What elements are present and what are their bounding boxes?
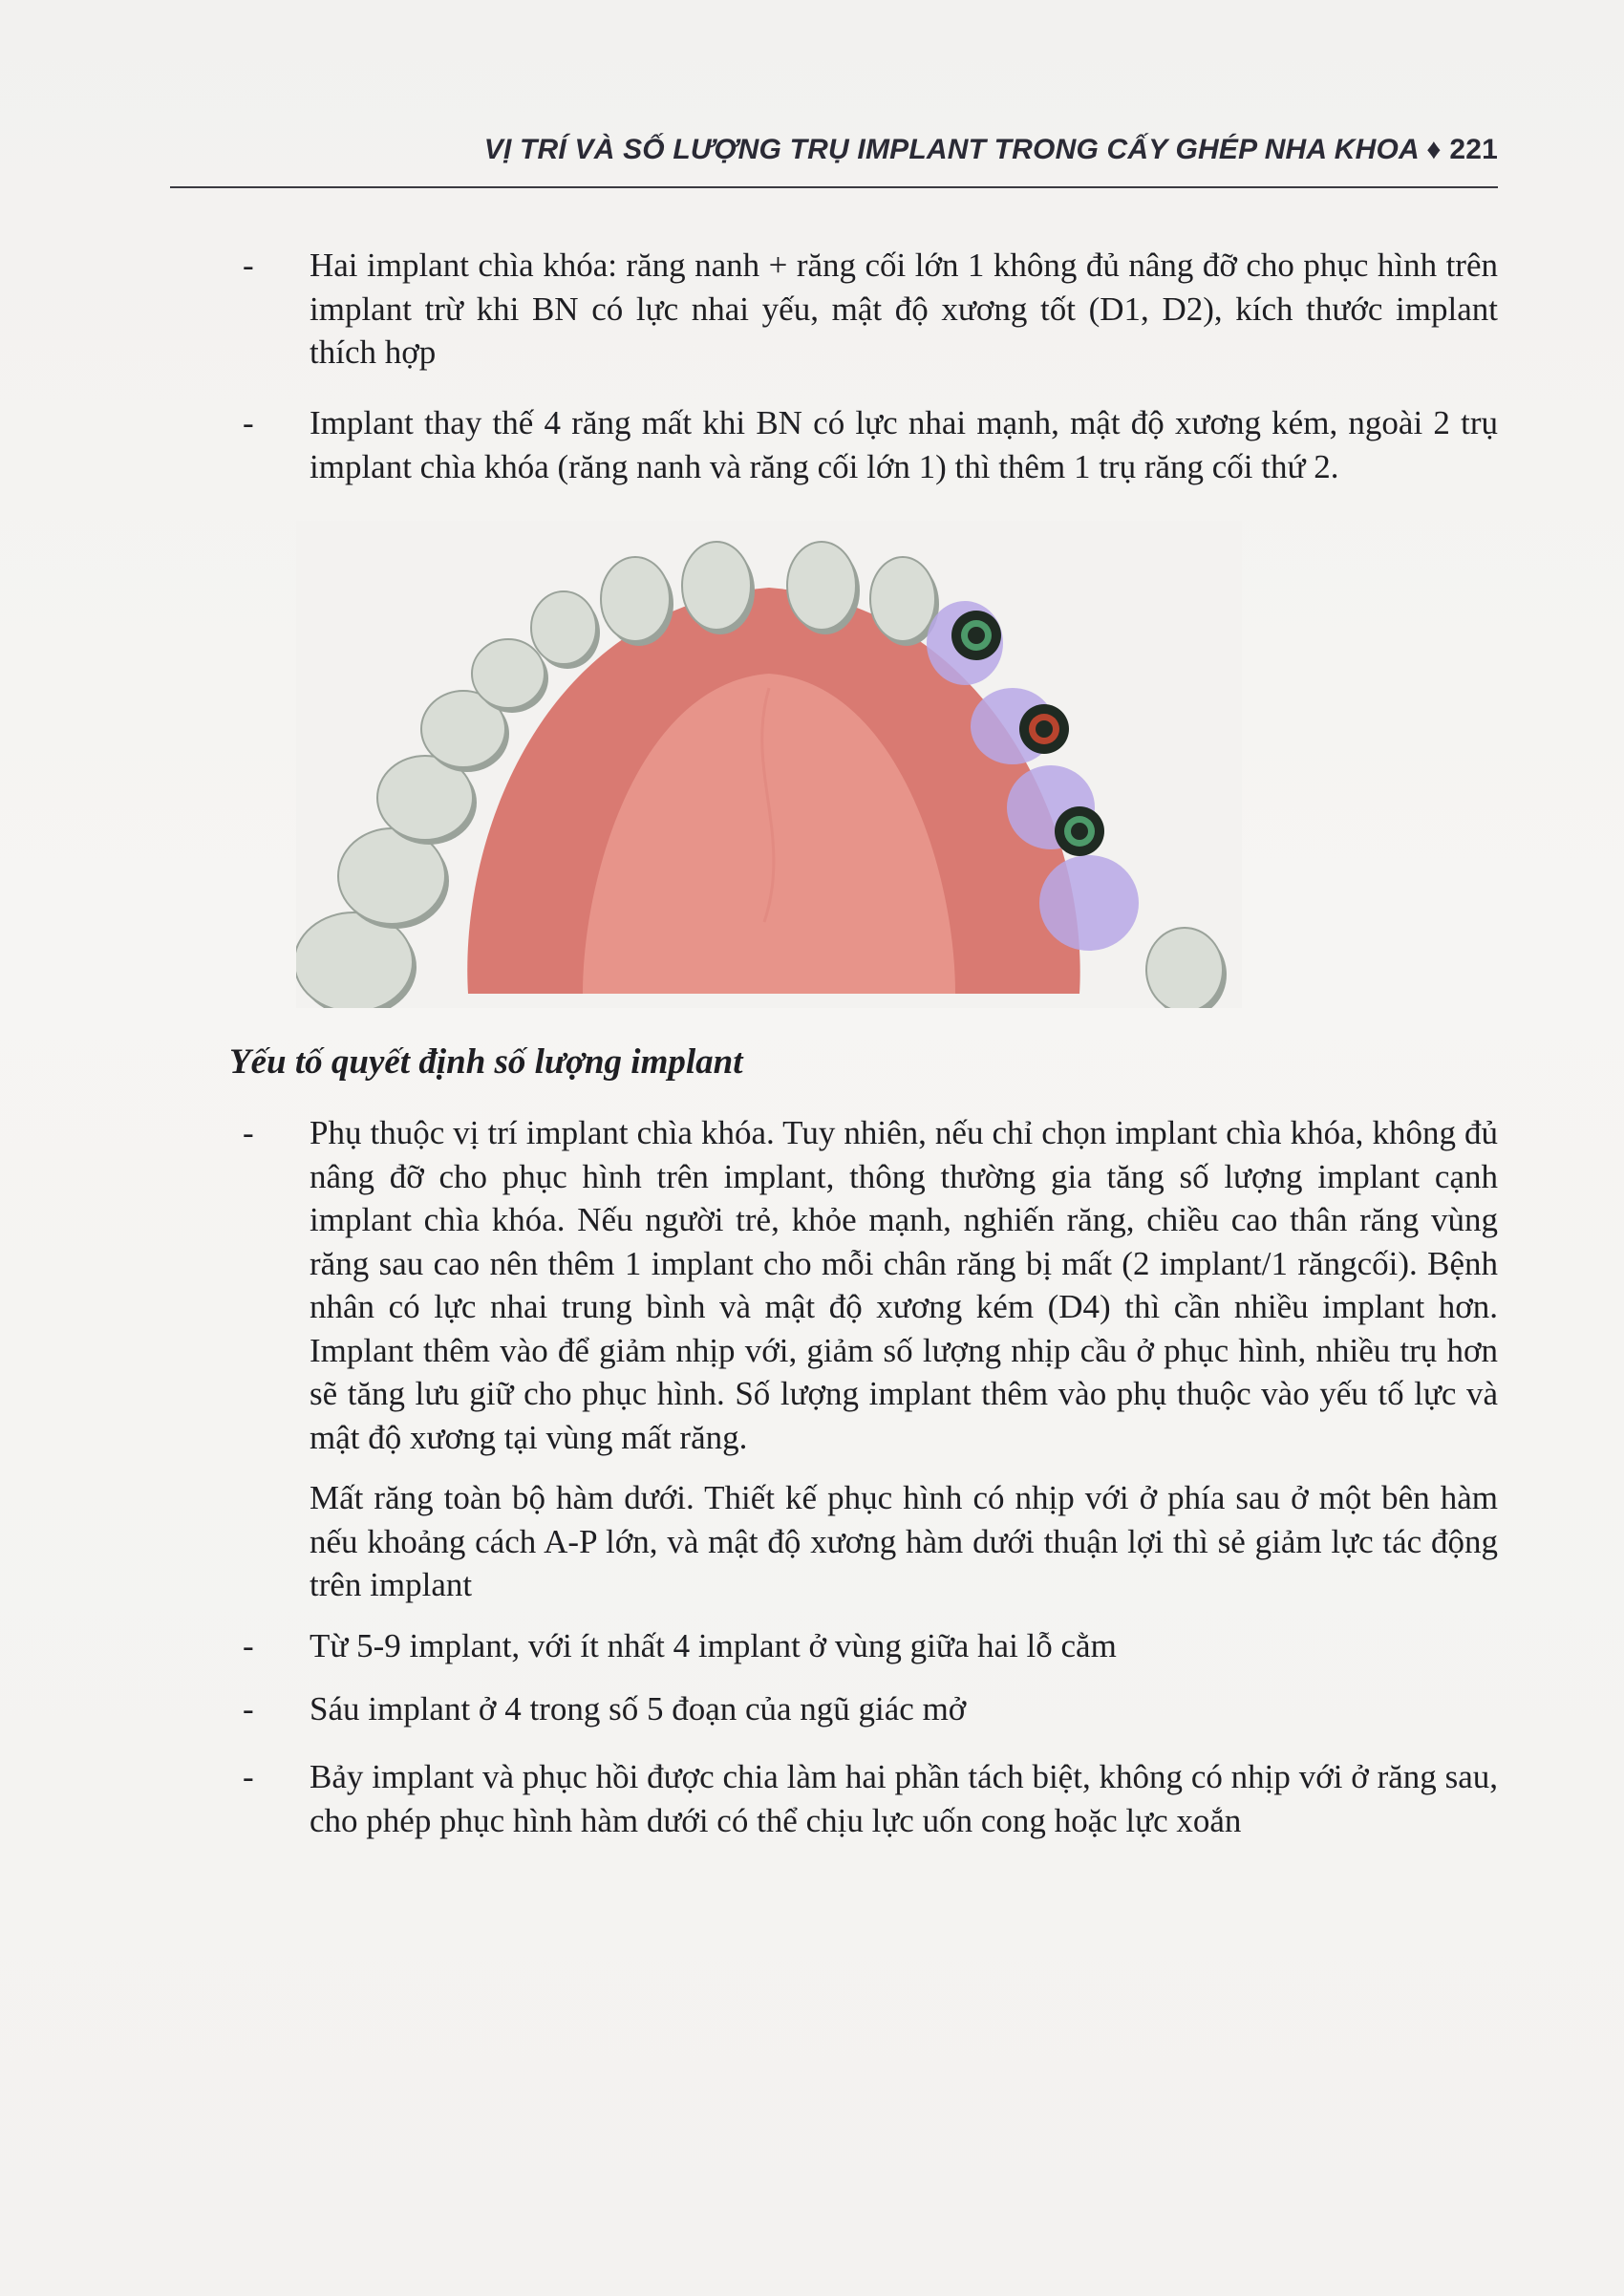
- implant-core: [1071, 823, 1088, 840]
- header-title: VỊ TRÍ VÀ SỐ LƯỢNG TRỤ IMPLANT TRONG CẤY GHÉP NHA KHOA: [483, 134, 1419, 165]
- implant-core: [1036, 720, 1053, 738]
- running-header: [170, 134, 1498, 166]
- list-item-text: Implant thay thế 4 răng mất khi BN có lực nhai mạnh, mật độ xương kém, ngoài 2 trụ implant chìa khóa (răng nanh và răng cối lớn 1) thì thêm 1 trụ răng cối thứ 2.: [310, 404, 1498, 485]
- bullet-dash: -: [243, 1114, 254, 1151]
- bullet-dash: -: [243, 404, 254, 441]
- tooth: [870, 557, 935, 641]
- tooth: [531, 591, 596, 664]
- bullet-dash: -: [243, 1758, 254, 1795]
- bullet-dash: -: [243, 1627, 254, 1664]
- tooth: [682, 542, 751, 630]
- list-item-text: Sáu implant ở 4 trong số 5 đoạn của ngũ giác mở: [310, 1690, 967, 1727]
- tooth: [787, 542, 856, 630]
- bullet-dash: -: [243, 247, 254, 284]
- list-item-text: Bảy implant và phục hồi được chia làm hai phần tách biệt, không có nhịp với ở răng sau, cho phép phục hình hàm dưới có thể chịu lực uốn cong hoặc lực xoắn: [310, 1758, 1498, 1839]
- bullet-dash: -: [243, 1690, 254, 1727]
- implant-crown: [1039, 855, 1139, 951]
- section-heading: Yếu tố quyết định số lượng implant: [229, 1042, 743, 1082]
- tooth: [1146, 928, 1223, 1008]
- list-item-text: Phụ thuộc vị trí implant chìa khóa. Tuy nhiên, nếu chỉ chọn implant chìa khóa, không đủ nâng đỡ cho phục hình trên implant, thông thường gia tăng số lượng implant cạnh implant chìa khóa. Nếu người trẻ, khỏe mạnh, nghiến răng, chiều cao thân răng vùng răng sau cao nên thêm 1 implant cho mỗi chân răng bị mất (2 implant/1 răngcối). Bệnh nhân có lực nhai trung bình và mật độ xương kém (D4) thì cần nhiều implant hơn. Implant thêm vào để giảm nhịp với, giảm số lượng nhịp cầu ở phục hình, nhiều trụ hơn sẽ tăng lưu giữ cho phục hình. Số lượng implant thêm vào phụ thuộc vào yếu tố lực và mật độ xương tại vùng mất răng.: [310, 1114, 1498, 1456]
- header-rule: [170, 186, 1498, 188]
- dental-arch-illustration: [296, 521, 1242, 1008]
- body-paragraph: Mất răng toàn bộ hàm dưới. Thiết kế phục hình có nhịp với ở phía sau ở một bên hàm nếu khoảng cách A-P lớn, và mật độ xương hàm dưới thuận lợi thì sẻ giảm lực tác động trên implant: [310, 1479, 1498, 1603]
- header-separator: ♦: [1426, 134, 1442, 165]
- tooth: [472, 639, 545, 708]
- implant-core: [968, 627, 985, 644]
- list-item-text: Từ 5-9 implant, với ít nhất 4 implant ở vùng giữa hai lỗ cằm: [310, 1627, 1117, 1664]
- tooth: [601, 557, 670, 641]
- page-number: 221: [1449, 134, 1498, 165]
- list-item-text: Hai implant chìa khóa: răng nanh + răng cối lớn 1 không đủ nâng đỡ cho phục hình trên implant trừ khi BN có lực nhai yếu, mật độ xương tốt (D1, D2), kích thước implant thích hợp: [310, 247, 1498, 371]
